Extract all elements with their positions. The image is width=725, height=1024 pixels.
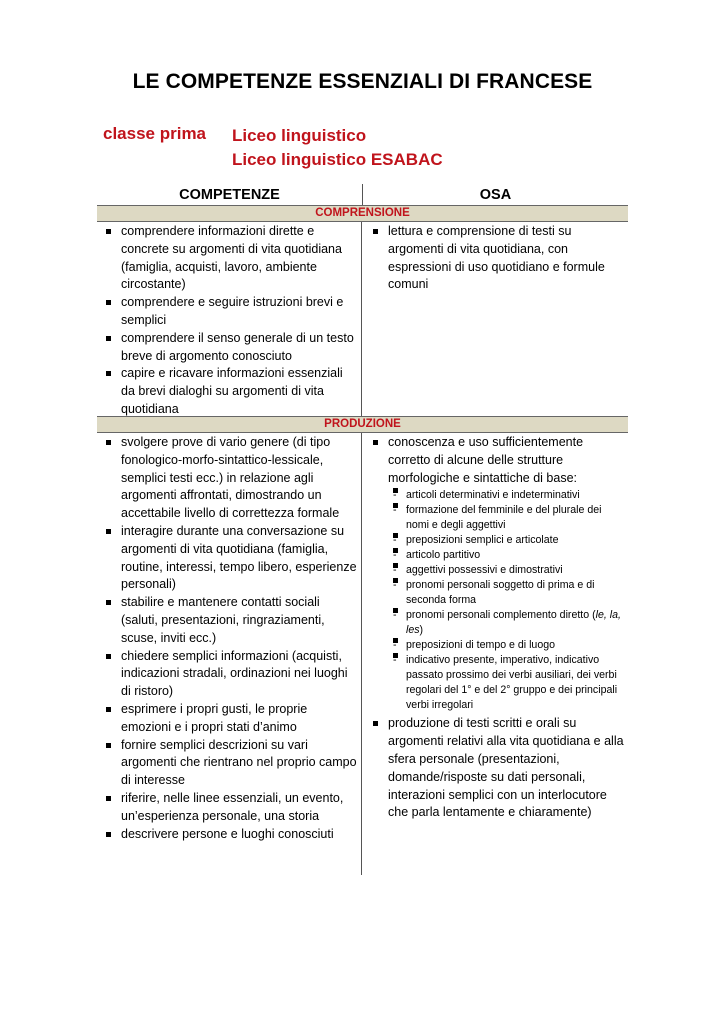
table-header bbox=[97, 184, 628, 205]
competenze-cell bbox=[97, 433, 362, 875]
competence-table bbox=[97, 184, 628, 875]
section-band-produzione: PRODUZIONE bbox=[97, 416, 628, 433]
competenze-cell bbox=[97, 222, 362, 416]
sub-item-text: ) bbox=[419, 624, 424, 637]
osa-structures-intro: conoscenza e uso sufficientemente corretto di alcune delle strutture morfologiche e sintattiche di base: bbox=[388, 435, 584, 485]
list-item: capire e ricavare informazioni essenziali da brevi dialoghi su argomenti di vita quotidiana bbox=[102, 365, 357, 418]
table-row bbox=[97, 222, 628, 416]
sub-item-text: pronomi personali complemento diretto ( bbox=[406, 609, 596, 622]
sub-list-item: - articoli determinativi e indeterminativi bbox=[393, 488, 624, 503]
list-item: comprendere il senso generale di un testo breve di argomento conosciuto bbox=[102, 330, 357, 366]
list-item: riferire, nelle linee essenziali, un evento, un’esperienza personale, una storia bbox=[102, 790, 357, 826]
list-item: esprimere i propri gusti, le proprie emozioni e i propri stati d’animo bbox=[102, 701, 357, 737]
list-item: descrivere persone e luoghi conosciuti bbox=[102, 826, 357, 844]
sub-list-item: - pronomi personali soggetto di prima e di seconda forma bbox=[393, 578, 624, 608]
sub-item-italic: le, bbox=[595, 609, 607, 622]
page-title: LE COMPETENZE ESSENZIALI DI FRANCESE bbox=[132, 70, 593, 93]
osa-cell bbox=[362, 222, 628, 416]
structures-sublist bbox=[388, 488, 624, 713]
course-list bbox=[232, 124, 443, 172]
sub-list-item: - aggettivi possessivi e dimostrativi bbox=[393, 563, 624, 578]
osa-cell bbox=[362, 433, 628, 875]
header-osa: OSA bbox=[479, 186, 512, 203]
course-item: Liceo linguistico ESABAC bbox=[232, 150, 443, 169]
list-item: produzione di testi scritti e orali su argomenti relativi alla vita quotidiana e alla sfera personale (presentazioni, domande/risposte su dati personali, interazioni semplici con un interlocutore che parla lentamente e chiaramente) bbox=[369, 715, 624, 822]
sub-list-item: - preposizioni di tempo e di luogo bbox=[393, 638, 624, 653]
sub-item-italic: la, les bbox=[406, 609, 621, 637]
list-item: fornire semplici descrizioni su vari argomenti che rientrano nel proprio campo di interesse bbox=[102, 737, 357, 790]
list-item: stabilire e mantenere contatti sociali (saluti, presentazioni, ringraziamenti, scuse, inviti ecc.) bbox=[102, 594, 357, 647]
sub-list-item: - articolo partitivo bbox=[393, 548, 624, 563]
list-item: interagire durante una conversazione su argomenti di vita quotidiana (famiglia, routine, interessi, tempo libero, esperienze personali) bbox=[102, 523, 357, 594]
sub-list-item: - formazione del femminile e del plurale dei nomi e degli aggettivi bbox=[393, 503, 624, 533]
sub-list-item: - indicativo presente, imperativo, indicativo passato prossimo dei verbi ausiliari, dei verbi regolari del 1° e del 2° gruppo e dei principali verbi irregolari bbox=[393, 653, 624, 713]
sub-list-item bbox=[393, 608, 624, 638]
list-item: svolgere prove di vario genere (di tipo fonologico-morfo-sintattico-lessicale, semplici testi ecc.) in relazione agli argomenti affrontati, dimostrando un accettabile livello di correttezza formale bbox=[102, 434, 357, 523]
class-label: classe prima bbox=[103, 124, 207, 143]
section-band-comprensione: COMPRENSIONE bbox=[97, 205, 628, 222]
header-competenze: COMPETENZE bbox=[97, 184, 363, 205]
list-item: comprendere e seguire istruzioni brevi e semplici bbox=[102, 294, 357, 330]
list-item: lettura e comprensione di testi su argomenti di vita quotidiana, con espressioni di uso quotidiano e formule comuni bbox=[369, 223, 624, 294]
table-row bbox=[97, 433, 628, 875]
course-item: Liceo linguistico bbox=[232, 126, 367, 145]
sub-list-item: - preposizioni semplici e articolate bbox=[393, 533, 624, 548]
list-item bbox=[369, 434, 624, 713]
list-item: comprendere informazioni dirette e concrete su argomenti di vita quotidiana (famiglia, acquisti, lavoro, ambiente circostante) bbox=[102, 223, 357, 294]
list-item: chiedere semplici informazioni (acquisti, indicazioni stradali, ordinazioni nei luoghi di ristoro) bbox=[102, 648, 357, 701]
